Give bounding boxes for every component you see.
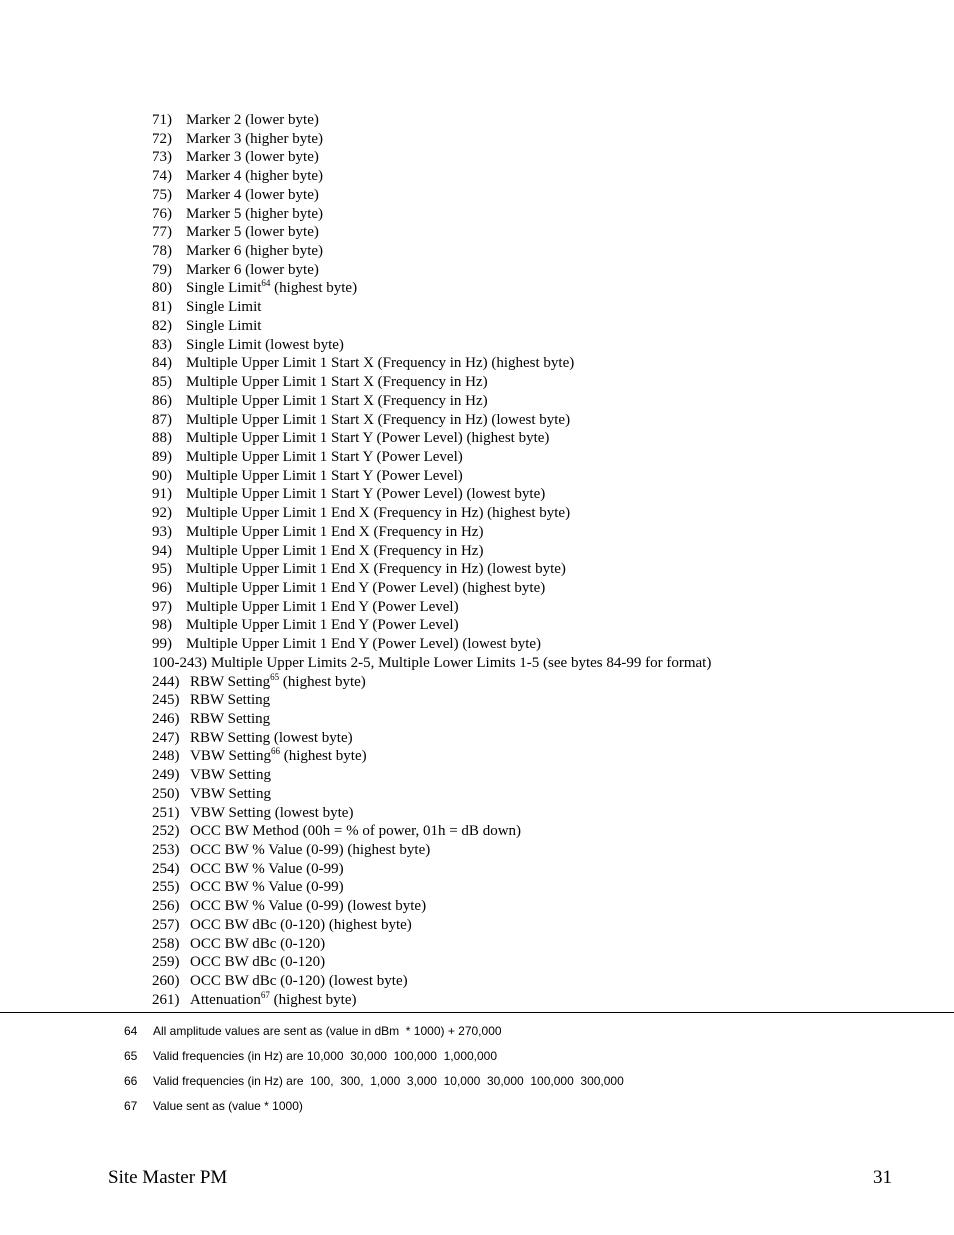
item-number: 85) [152, 374, 172, 391]
item-text-suffix: (highest byte) [269, 991, 357, 1008]
item-text: Marker 2 (lower byte) [186, 112, 319, 128]
item-text: Multiple Upper Limit 1 End Y (Power Level) (lowest byte) [186, 636, 542, 653]
footnote-separator [0, 1012, 954, 1013]
item-text: Multiple Upper Limit 1 Start Y (Power Level) (lowest byte) [186, 486, 546, 503]
item-number: 249) [152, 767, 180, 784]
list-item [152, 448, 711, 467]
list-item [152, 336, 711, 355]
item-number: 245) [152, 692, 180, 709]
list-item [152, 542, 711, 561]
item-number: 84) [152, 355, 172, 372]
list-item [152, 392, 711, 411]
item-text: OCC BW dBc (0-120) (lowest byte) [190, 973, 408, 990]
list-item [152, 261, 711, 280]
list-item [152, 186, 711, 205]
footer-title: Site Master PM [108, 1167, 228, 1188]
item-number: 71) [152, 112, 172, 128]
footnote [124, 1099, 303, 1113]
list-item [152, 167, 711, 186]
item-text: Multiple Upper Limit 1 End X (Frequency in Hz) (highest byte) [186, 505, 571, 522]
item-text: OCC BW dBc (0-120) [190, 935, 326, 952]
item-text: OCC BW dBc (0-120) [190, 954, 326, 971]
item-text: Multiple Upper Limit 1 End Y (Power Level) (highest byte) [186, 579, 546, 596]
list-item [152, 485, 711, 504]
list-item [152, 223, 711, 242]
list-item [152, 673, 711, 692]
list-item [152, 205, 711, 224]
footnote-number: 65 [124, 1049, 138, 1063]
item-number: 261) [152, 991, 180, 1008]
item-text: Multiple Upper Limit 1 Start X (Frequency in Hz) [186, 392, 488, 409]
list-item [152, 991, 711, 1010]
item-number: 247) [152, 729, 180, 746]
list-item [152, 354, 711, 373]
item-text: OCC BW % Value (0-99) (highest byte) [190, 842, 431, 859]
footnote-ref: 67 [260, 989, 270, 1000]
list-item [152, 953, 711, 972]
list-item [152, 298, 711, 317]
item-number: 89) [152, 448, 172, 465]
item-text: Multiple Upper Limit 1 Start Y (Power Level) (highest byte) [186, 430, 550, 447]
list-item [152, 691, 711, 710]
item-number: 93) [152, 523, 172, 540]
footnote-ref: 65 [270, 671, 280, 682]
item-number: 77) [152, 224, 172, 241]
footnote [124, 1024, 502, 1038]
item-number: 88) [152, 430, 172, 447]
item-text: OCC BW dBc (0-120) (highest byte) [190, 916, 412, 933]
list-item [152, 729, 711, 748]
item-number: 80) [152, 280, 172, 297]
item-text: Single Limit [186, 299, 262, 316]
item-number: 253) [152, 842, 180, 859]
list-item [152, 635, 711, 654]
footnote-text: Valid frequencies (in Hz) are 100, 300, 1,000 3,000 10,000 30,000 100,000 300,000 [153, 1074, 624, 1088]
item-number: 81) [152, 299, 172, 316]
list-item [152, 279, 711, 298]
list-item [152, 429, 711, 448]
list-item [152, 523, 711, 542]
item-number: 78) [152, 243, 172, 260]
item-number: 258) [152, 935, 180, 952]
list-item [152, 822, 711, 841]
item-number: 257) [152, 916, 180, 933]
list-item [152, 841, 711, 860]
item-number: 100-243) [152, 654, 207, 671]
page-number: 31 [873, 1167, 892, 1188]
item-text: Multiple Upper Limit 1 Start X (Frequency in Hz) [186, 374, 488, 391]
item-number: 72) [152, 130, 172, 147]
item-text: RBW Setting [190, 692, 271, 709]
list-item [152, 654, 711, 673]
item-text-suffix: (highest byte) [279, 673, 366, 690]
list-item [152, 317, 711, 336]
item-text: Marker 6 (higher byte) [186, 243, 324, 260]
footnote-number: 66 [124, 1074, 138, 1088]
item-text-suffix: (highest byte) [279, 748, 367, 765]
item-number: 95) [152, 561, 172, 578]
list-item [152, 747, 711, 766]
item-text: Multiple Upper Limit 1 End X (Frequency in Hz) (lowest byte) [186, 561, 566, 578]
item-number: 248) [152, 748, 180, 765]
item-number: 255) [152, 879, 180, 896]
item-number: 94) [152, 542, 172, 559]
item-number: 97) [152, 598, 172, 615]
item-text: OCC BW Method (00h = % of power, 01h = dB down) [190, 823, 522, 840]
item-text: RBW Setting [190, 673, 271, 690]
item-number: 86) [152, 392, 172, 409]
item-text: Multiple Upper Limit 1 End Y (Power Level) [186, 598, 459, 615]
item-text: VBW Setting [190, 748, 271, 765]
list-item [152, 242, 711, 261]
item-text: Multiple Upper Limit 1 Start X (Frequency in Hz) (highest byte) [186, 355, 575, 372]
list-item [152, 467, 711, 486]
item-number: 251) [152, 804, 180, 821]
item-text: OCC BW % Value (0-99) [190, 879, 344, 896]
item-text: Multiple Upper Limit 1 End X (Frequency in Hz) [186, 523, 484, 540]
footnote-number: 67 [124, 1099, 138, 1113]
item-number: 73) [152, 149, 172, 166]
item-number: 99) [152, 636, 172, 653]
list-item [152, 579, 711, 598]
item-number: 92) [152, 505, 172, 522]
byte-list [152, 111, 711, 1010]
item-text-suffix: (highest byte) [270, 280, 358, 297]
item-text: RBW Setting [190, 711, 271, 727]
item-text: Multiple Upper Limit 1 End X (Frequency in Hz) [186, 542, 484, 559]
item-text: Single Limit [186, 280, 262, 297]
list-item [152, 504, 711, 523]
item-number: 87) [152, 411, 172, 428]
footnote [124, 1049, 497, 1063]
footnote [124, 1074, 624, 1088]
list-item [152, 935, 711, 954]
list-item [152, 111, 711, 130]
item-text: Marker 3 (lower byte) [186, 149, 319, 166]
item-text: Marker 4 (lower byte) [186, 186, 319, 203]
footnote-text: Valid frequencies (in Hz) are 10,000 30,000 100,000 1,000,000 [153, 1049, 498, 1063]
item-text: VBW Setting (lowest byte) [190, 804, 354, 821]
item-text: VBW Setting [190, 767, 271, 784]
item-number: 252) [152, 823, 180, 840]
item-text: Multiple Upper Limits 2-5, Multiple Lower Limits 1-5 (see bytes 84-99 for format) [211, 654, 712, 671]
item-text: Attenuation [190, 991, 261, 1008]
footnote-text: Value sent as (value * 1000) [153, 1099, 303, 1113]
item-text: RBW Setting (lowest byte) [190, 729, 353, 746]
item-number: 244) [152, 673, 180, 690]
item-text: Single Limit (lowest byte) [186, 336, 344, 353]
item-number: 256) [152, 898, 180, 915]
list-item [152, 860, 711, 879]
item-text: VBW Setting [190, 785, 271, 802]
footnote-ref: 66 [270, 746, 280, 757]
list-item [152, 560, 711, 579]
list-item [152, 616, 711, 635]
item-number: 260) [152, 973, 180, 990]
item-number: 90) [152, 467, 172, 484]
item-number: 259) [152, 954, 180, 971]
item-text: Single Limit [186, 317, 262, 334]
item-text: Multiple Upper Limit 1 End Y (Power Level) [186, 617, 459, 634]
list-item [152, 766, 711, 785]
item-number: 75) [152, 186, 172, 203]
list-item [152, 130, 711, 149]
list-item [152, 804, 711, 823]
list-item [152, 411, 711, 430]
item-number: 98) [152, 617, 172, 634]
item-text: Marker 5 (higher byte) [186, 205, 324, 222]
item-number: 76) [152, 205, 172, 222]
list-item [152, 916, 711, 935]
footnote-ref: 64 [261, 278, 271, 289]
list-item [152, 148, 711, 167]
item-number: 96) [152, 579, 172, 596]
item-number: 250) [152, 785, 180, 802]
item-number: 91) [152, 486, 172, 503]
footnote-text: All amplitude values are sent as (value in dBm * 1000) + 270,000 [153, 1024, 502, 1038]
list-item [152, 373, 711, 392]
item-text: Multiple Upper Limit 1 Start Y (Power Level) [186, 448, 463, 465]
item-number: 83) [152, 336, 172, 353]
list-item [152, 710, 711, 729]
item-text: Marker 6 (lower byte) [186, 261, 319, 278]
list-item [152, 785, 711, 804]
list-item [152, 972, 711, 991]
item-text: Multiple Upper Limit 1 Start Y (Power Level) [186, 467, 463, 484]
list-item [152, 878, 711, 897]
item-number: 254) [152, 860, 180, 877]
item-number: 74) [152, 168, 172, 185]
item-number: 246) [152, 711, 180, 727]
item-text: Marker 4 (higher byte) [186, 168, 324, 185]
item-number: 79) [152, 261, 172, 278]
list-item [152, 897, 711, 916]
item-text: Multiple Upper Limit 1 Start X (Frequency in Hz) (lowest byte) [186, 411, 571, 428]
item-text: OCC BW % Value (0-99) [190, 860, 344, 877]
item-text: Marker 5 (lower byte) [186, 224, 319, 241]
item-number: 82) [152, 317, 172, 334]
item-text: Marker 3 (higher byte) [186, 130, 324, 147]
list-item [152, 598, 711, 617]
item-text: OCC BW % Value (0-99) (lowest byte) [190, 898, 427, 915]
footnote-number: 64 [124, 1024, 138, 1038]
